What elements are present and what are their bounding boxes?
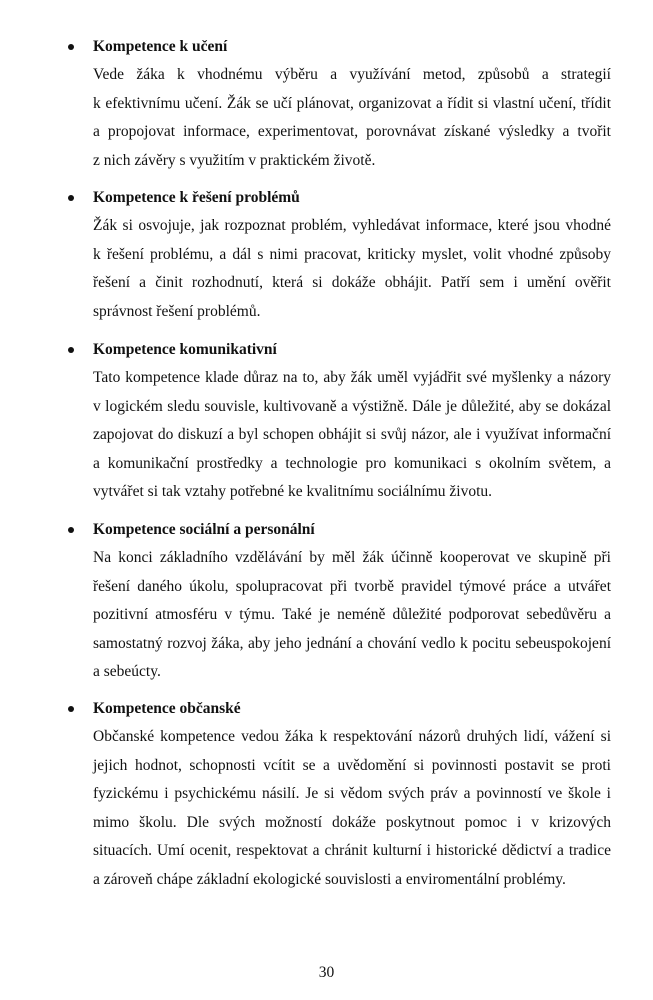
bullet-icon <box>68 706 74 712</box>
paragraph-line: vytvářet si tak vztahy potřebné ke kvalitnímu sociálnímu životu. <box>93 483 493 501</box>
paragraph-line: a komunikační prostředky a technologie pro komunikaci s okolním světem, a <box>93 454 611 472</box>
page-number: 30 <box>318 964 335 981</box>
section-paragraph <box>93 364 611 507</box>
paragraph-line: řešení a činit rozhodnutí, která si dokáže obhájit. Patří sem i umění ověřit <box>93 274 611 292</box>
paragraph-line: z nich závěry s využitím v praktickém životě. <box>93 151 376 169</box>
section-paragraph <box>93 544 611 687</box>
paragraph-line: Žák si osvojuje, jak rozpoznat problém, vyhledávat informace, které jsou vhodné <box>93 217 611 234</box>
section-heading: Kompetence komunikativní <box>93 341 277 358</box>
paragraph-line: mimo školu. Dle svých možností dokáže poskytnout pomoc i v krizových <box>93 813 611 831</box>
paragraph-line: Vede žáka k vhodnému výběru a využívání metod, způsobů a strategií <box>93 66 611 83</box>
paragraph-line: jejich hodnot, schopnosti vcítit se a uvědomění si povinnosti postavit se proti <box>93 756 611 774</box>
paragraph-line: Tato kompetence klade důraz na to, aby žák uměl vyjádřit své myšlenky a názory <box>93 369 611 386</box>
paragraph-line: situacích. Umí ocenit, respektovat a chránit kulturní i historické dědictví a tradice <box>93 842 611 860</box>
paragraph-line: Na konci základního vzdělávání by měl žák účinně kooperovat ve skupině při <box>93 549 611 566</box>
paragraph-line: zapojovat do diskuzí a byl schopen obhájit si svůj názor, ale i využívat informační <box>93 426 611 444</box>
paragraph-line: pozitivní atmosféru v týmu. Také je neméně důležité podporovat sebedůvěru a <box>93 606 611 624</box>
bullet-icon <box>68 527 74 533</box>
paragraph-line: a zároveň chápe základní ekologické souvislosti a enviromentální problémy. <box>93 870 566 888</box>
paragraph-line: fyzickému i psychickému násilí. Je si vědom svých práv a povinností ve škole i <box>93 785 611 803</box>
section-heading: Kompetence sociální a personální <box>93 521 315 538</box>
paragraph-line: k řešení problému, a dál s nimi pracovat, kriticky myslet, volit vhodné způsoby <box>93 245 611 263</box>
paragraph-line: v logickém sledu souvisle, kultivovaně a výstižně. Dále je důležité, aby se dokázal <box>93 397 611 415</box>
section-paragraph <box>93 212 611 326</box>
bullet-icon <box>68 44 74 50</box>
paragraph-line: samostatný rozvoj žáka, aby jeho jednání a chování vedlo k pocitu sebeuspokojení <box>93 634 611 652</box>
section-heading: Kompetence občanské <box>93 700 241 717</box>
section-paragraph <box>93 723 611 895</box>
bullet-icon <box>68 347 74 353</box>
paragraph-line: a propojovat informace, experimentovat, porovnávat získané výsledky a tvořit <box>93 123 611 141</box>
section-paragraph <box>93 61 611 175</box>
paragraph-line: k efektivnímu učení. Žák se učí plánovat, organizovat a řídit si vlastní učení, třídit <box>93 94 611 112</box>
bullet-icon <box>68 195 74 201</box>
section-heading: Kompetence k řešení problémů <box>93 189 300 206</box>
paragraph-line: správnost řešení problémů. <box>93 302 261 320</box>
section-heading: Kompetence k učení <box>93 38 228 55</box>
paragraph-line: Občanské kompetence vedou žáka k respektování názorů druhých lidí, vážení si <box>93 728 611 745</box>
paragraph-line: řešení daného úkolu, spolupracovat při tvorbě pravidel týmové práce a utvářet <box>93 577 611 595</box>
paragraph-line: a sebeúcty. <box>93 663 161 681</box>
